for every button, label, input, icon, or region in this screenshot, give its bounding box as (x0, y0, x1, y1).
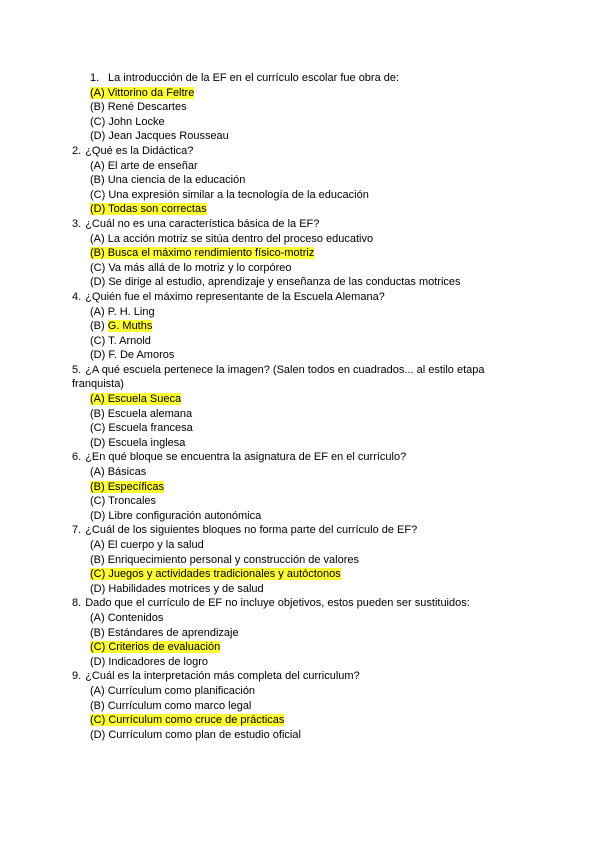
answer-option-text: (B) René Descartes (90, 101, 187, 114)
answer-option-text: (C) Escuela francesa (90, 422, 193, 435)
correct-answer-highlight: (D) Todas son correctas (90, 203, 207, 216)
question-text: ¿Cuál es la interpretación más completa del curriculum? (85, 670, 360, 683)
answer-option-prefix: (B) (90, 320, 108, 333)
quiz-content (72, 71, 532, 742)
answer-option (72, 421, 532, 436)
answer-option (72, 392, 532, 407)
answer-options (72, 611, 532, 669)
question-text-line (72, 669, 532, 684)
question-text: ¿Cuál no es una característica básica de la EF? (85, 217, 320, 230)
question-5 (72, 363, 532, 451)
correct-answer-highlight: (C) Juegos y actividades tradicionales y autóctonos (90, 568, 341, 581)
question-9 (72, 669, 532, 742)
answer-options (72, 465, 532, 523)
answer-option (72, 655, 532, 670)
answer-option (72, 100, 532, 115)
answer-option (72, 465, 532, 480)
answer-option (72, 553, 532, 568)
question-text: ¿Quién fue el máximo representante de la Escuela Alemana? (85, 290, 385, 303)
answer-option-text: (D) Currículum como plan de estudio oficial (90, 728, 301, 741)
answer-option-text: (A) Contenidos (90, 611, 164, 624)
answer-option (72, 684, 532, 699)
answer-options (72, 232, 532, 290)
question-3 (72, 217, 532, 290)
answer-option-text: (D) Jean Jacques Rousseau (90, 130, 229, 143)
answer-option (72, 713, 532, 728)
answer-options (72, 86, 532, 144)
question-text-line (72, 596, 532, 611)
answer-option-text: (C) Troncales (90, 495, 157, 508)
answer-option (72, 567, 532, 582)
answer-option-text: (A) P. H. Ling (90, 305, 155, 318)
answer-option (72, 334, 532, 349)
answer-option-text: (A) El cuerpo y la salud (90, 539, 204, 551)
question-text: ¿Qué es la Didáctica? (85, 144, 194, 157)
question-text-line (72, 71, 532, 86)
question-1 (72, 71, 532, 144)
answer-option (72, 129, 532, 144)
question-number: 4. (72, 290, 82, 303)
question-8 (72, 596, 532, 669)
answer-option (72, 436, 532, 451)
question-number: 2. (72, 144, 82, 157)
answer-option (72, 246, 532, 261)
answer-option (72, 699, 532, 714)
question-7 (72, 523, 532, 596)
answer-option-text: (B) Escuela alemana (90, 407, 193, 420)
question-number: 6. (72, 451, 82, 464)
correct-answer-highlight: (B) Específicas (90, 480, 164, 493)
answer-options (72, 538, 532, 596)
question-6 (72, 450, 532, 523)
answer-option-text: (B) Una ciencia de la educación (90, 174, 246, 187)
answer-options (72, 159, 532, 217)
answer-option-text: (C) T. Arnold (90, 334, 151, 347)
answer-option (72, 611, 532, 626)
question-number: 3. (72, 217, 82, 230)
correct-answer-highlight: (A) Escuela Sueca (90, 393, 182, 406)
answer-option (72, 232, 532, 247)
correct-answer-highlight: (A) Vittorino da Feltre (90, 86, 195, 99)
question-text-line (72, 217, 532, 232)
question-number: 5. (72, 363, 82, 376)
question-text: ¿Cuál de los siguientes bloques no forma parte del currículo de EF? (85, 524, 418, 537)
answer-options (72, 392, 532, 450)
answer-option-text: (D) Habilidades motrices y de salud (90, 582, 264, 595)
answer-option-text: (B) Currículum como marco legal (90, 699, 252, 712)
answer-option-text: (A) Básicas (90, 466, 147, 479)
answer-option (72, 480, 532, 495)
question-number: 9. (72, 670, 82, 683)
question-text-line (72, 363, 532, 392)
question-number: 1. (90, 72, 100, 84)
answer-option (72, 640, 532, 655)
answer-option (72, 509, 532, 524)
question-number: 8. (72, 597, 82, 610)
question-4 (72, 290, 532, 363)
answer-option-text: (C) Una expresión similar a la tecnología de la educación (90, 188, 369, 201)
answer-option (72, 261, 532, 276)
answer-option-text: (B) Enriquecimiento personal y construcción de valores (90, 553, 360, 566)
answer-option (72, 188, 532, 203)
answer-option (72, 348, 532, 363)
answer-option-text: (D) F. De Amoros (90, 349, 175, 362)
answer-option (72, 275, 532, 290)
answer-option (72, 728, 532, 743)
answer-option-text: (A) El arte de enseñar (90, 159, 198, 172)
answer-option (72, 159, 532, 174)
answer-option (72, 626, 532, 641)
answer-option (72, 202, 532, 217)
answer-options (72, 684, 532, 742)
answer-option-text: (C) John Locke (90, 115, 165, 128)
answer-option (72, 582, 532, 597)
answer-option (72, 407, 532, 422)
question-text: Dado que el currículo de EF no incluye objetivos, estos pueden ser sustituidos: (85, 597, 470, 610)
correct-answer-highlight: (C) Currículum como cruce de prácticas (90, 714, 285, 727)
answer-option (72, 173, 532, 188)
answer-option (72, 305, 532, 320)
correct-answer-highlight: (B) Busca el máximo rendimiento físico-motriz (90, 247, 315, 260)
question-text-line (72, 290, 532, 305)
question-text-line (72, 523, 532, 538)
correct-answer-highlight: G. Muths (107, 320, 153, 333)
answer-option (72, 115, 532, 130)
question-text: ¿A qué escuela pertenece la imagen? (Salen todos en cuadrados... al estilo etapa franquista) (72, 363, 485, 391)
answer-option-text: (D) Libre configuración autonómica (90, 509, 262, 522)
answer-option (72, 86, 532, 101)
answer-option-text: (A) Currículum como planificación (90, 684, 256, 697)
question-2 (72, 144, 532, 217)
question-text-line (72, 144, 532, 159)
question-text-line (72, 450, 532, 465)
answer-option (72, 494, 532, 509)
question-text: ¿En qué bloque se encuentra la asignatura de EF en el currículo? (85, 451, 407, 464)
answer-options (72, 305, 532, 363)
correct-answer-highlight: (C) Criterios de evaluación (90, 641, 221, 654)
question-text: La introducción de la EF en el currículo escolar fue obra de: (108, 72, 400, 84)
question-number: 7. (72, 524, 82, 537)
answer-option-text: (B) Estándares de aprendizaje (90, 626, 239, 639)
answer-option-text: (A) La acción motriz se sitúa dentro del proceso educativo (90, 232, 374, 245)
answer-option (72, 538, 532, 553)
answer-option-text: (D) Se dirige al estudio, aprendizaje y enseñanza de las conductas motrices (90, 276, 461, 289)
answer-option (72, 319, 532, 334)
answer-option-text: (C) Va más allá de lo motriz y lo corpóreo (90, 261, 292, 274)
answer-option-text: (D) Indicadores de logro (90, 655, 209, 668)
answer-option-text: (D) Escuela inglesa (90, 436, 186, 449)
